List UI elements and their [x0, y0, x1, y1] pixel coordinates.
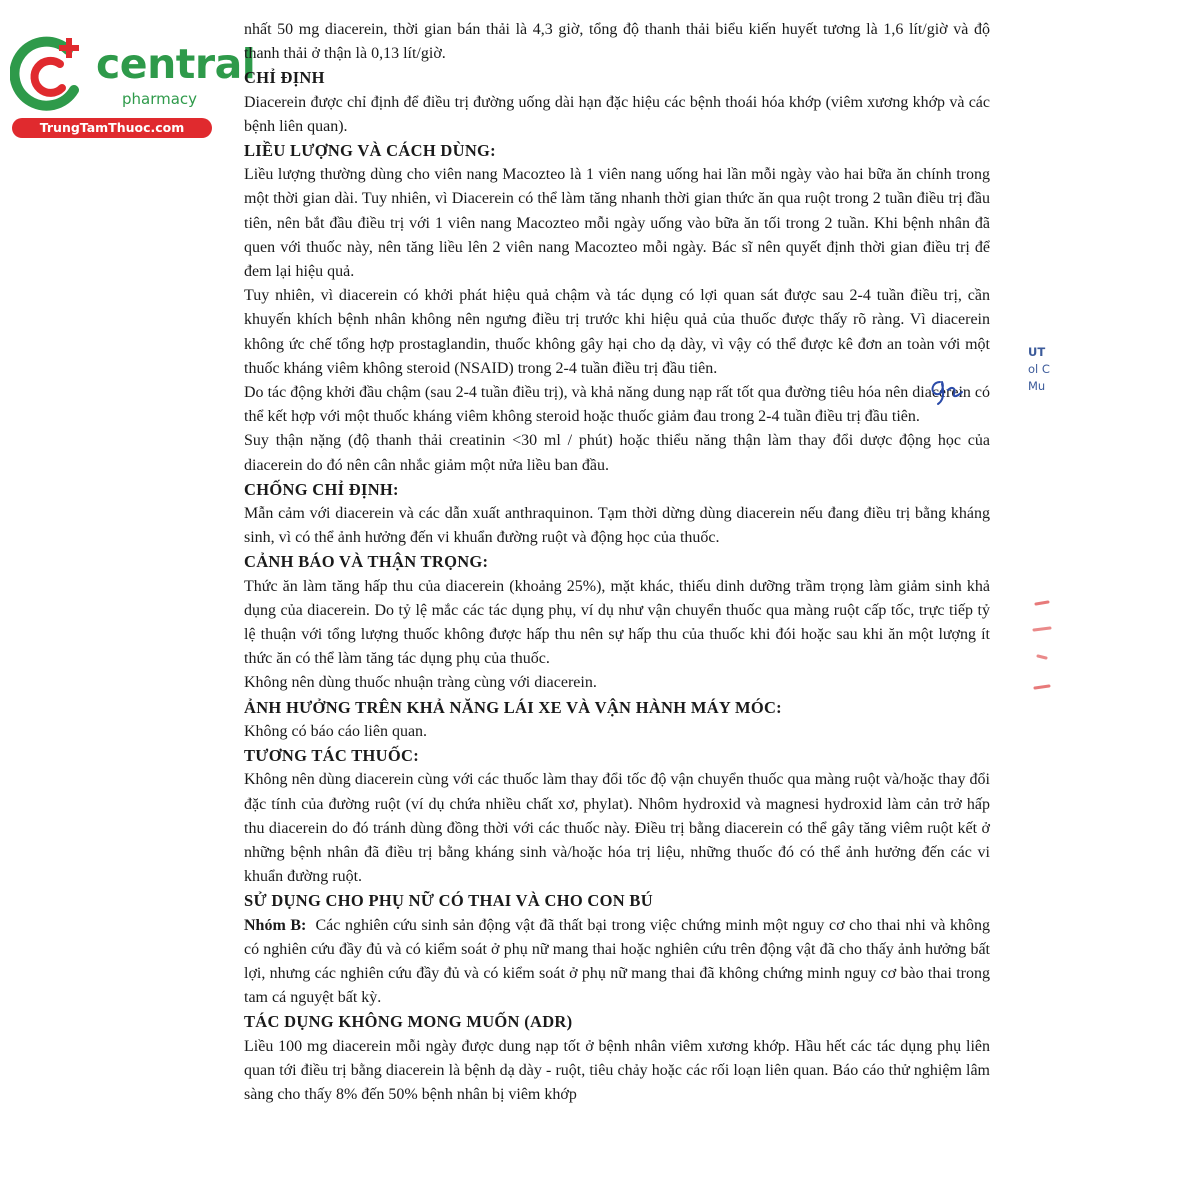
logo-mark-icon — [10, 34, 90, 114]
logo-name: central — [96, 40, 256, 88]
pharmacy-logo — [10, 34, 256, 139]
section-heading-interactions: TƯƠNG TÁC THUỐC: — [244, 746, 420, 766]
indication-paragraph: Diacerein được chỉ định để điều trị đường uống dài hạn đặc hiệu các bệnh thoái hóa khớp (viêm xương khớp và các bệnh liên quan). — [244, 93, 990, 135]
contraindication-paragraph: Mẫn cảm với diacerein và các dẫn xuất anthraquinon. Tạm thời dừng dùng diacerein nếu đang điều trị bằng kháng sinh, vì có thể ảnh hưởng đến vi khuẩn đường ruột và động học của thuốc. — [244, 505, 990, 547]
side-stamp — [1028, 344, 1050, 395]
dosage-paragraph-4: Suy thận nặng (độ thanh thải creatinin <30 ml / phút) hoặc thiểu năng thận làm thay đổi dược động học của diacerein do đó nên cân nhắc giảm một nửa liều ban đầu. — [244, 432, 990, 474]
side-stamp-line: UT — [1028, 345, 1046, 359]
interactions-paragraph: Không nên dùng diacerein cùng với các thuốc làm thay đổi tốc độ vận chuyển thuốc qua màng ruột và/hoặc thay đổi đặc tính của đường ruột (ví dụ chứa nhiều chất xơ, phylat). Nhôm hydroxid và magnesi hydroxid làm cản trở hấp thu diacerein do đó tránh dùng đồng thời với các thuốc này. Điều trị bằng diacerein có thể gây tăng viêm ruột kết ở những bệnh nhân đã điều trị bằng kháng sinh và/hoặc hóa trị liệu, những thuốc đó có thể ảnh hưởng đến các vi khuẩn đường ruột. — [244, 771, 990, 886]
intro-paragraph: nhất 50 mg diacerein, thời gian bán thải là 4,3 giờ, tổng độ thanh thải biểu kiến huyết tương là 1,6 lít/giờ và độ thanh thải ở thận là 0,13 lít/giờ. — [244, 21, 990, 63]
signature-mark-icon — [926, 376, 966, 406]
logo-subtitle: pharmacy — [122, 90, 198, 108]
pregnancy-category-label: Nhóm B: — [244, 916, 307, 934]
section-heading-warnings: CẢNH BÁO VÀ THẬN TRỌNG: — [244, 552, 489, 572]
dosage-paragraph-1: Liều lượng thường dùng cho viên nang Macozteo là 1 viên nang uống hai lần mỗi ngày vào hai bữa ăn chính trong một thời gian dài. Tuy nhiên, vì Diacerein có thể làm tăng nhanh thời gian thức ăn qua ruột trong 2 tuần điều trị đầu tiên, nên bắt đầu điều trị với 1 viên nang Macozteo mỗi ngày uống vào bữa ăn tối trong 2 tuần. Khi bệnh nhân đã quen với thuốc này, nên tăng liều lên 2 viên nang Macozteo mỗi ngày. Bác sĩ nên quyết định thời gian điều trị để đem lại hiệu quả. — [244, 166, 990, 281]
warnings-paragraph-2: Không nên dùng thuốc nhuận tràng cùng với diacerein. — [244, 674, 597, 692]
dosage-paragraph-2: Tuy nhiên, vì diacerein có khởi phát hiệu quả chậm và tác dụng có lợi quan sát được sau 2-4 tuần điều trị, cần khuyến khích bệnh nhân không nên ngưng điều trị trước khi hiệu quả của thuốc được thấy rõ ràng. Vì diacerein không ức chế tổng hợp prostaglandin, thuốc không gây hại cho dạ dày, vì vậy có thể được kê đơn an toàn với một thuốc kháng viêm không steroid (NSAID) trong 2-4 tuần điều trị đầu tiên. — [244, 287, 990, 377]
document-body — [244, 18, 990, 1107]
side-stamp-line: Mu — [1028, 379, 1046, 393]
red-stamp-fragment-icon — [1026, 596, 1056, 706]
section-heading-dosage: LIỀU LƯỢNG VÀ CÁCH DÙNG: — [244, 141, 496, 161]
section-heading-contraindication: CHỐNG CHỈ ĐỊNH: — [244, 479, 399, 499]
pregnancy-paragraph — [244, 914, 990, 1011]
driving-paragraph: Không có báo cáo liên quan. — [244, 722, 428, 740]
section-heading-indication: CHỈ ĐỊNH — [244, 68, 325, 88]
side-stamp-line: ol C — [1028, 362, 1050, 376]
adverse-effects-paragraph: Liều 100 mg diacerein mỗi ngày được dung nạp tốt ở bệnh nhân viêm xương khớp. Hầu hết các tác dụng phụ liên quan tới điều trị bằng diacerein là bệnh dạ dày - ruột, tiêu chảy hoặc các rối loạn liên quan. Báo cáo thử nghiệm lâm sàng cho thấy 8% đến 50% bệnh nhân bị viêm khớp — [244, 1037, 990, 1103]
section-heading-pregnancy: SỬ DỤNG CHO PHỤ NỮ CÓ THAI VÀ CHO CON BÚ — [244, 891, 653, 911]
pregnancy-text: Các nghiên cứu sinh sản động vật đã thất bại trong việc chứng minh một nguy cơ cho thai nhi và không có nghiên cứu đầy đủ và có kiểm soát ở phụ nữ mang thai hoặc nghiên cứu trên động vật đã cho thấy ảnh hưởng bất lợi, nhưng các nghiên cứu đầy đủ và có kiểm soát ở phụ nữ mang thai đã không chứng minh nguy cơ bào thai trong tam cá nguyệt bất kỳ. — [244, 916, 991, 1007]
section-heading-adverse-effects: TÁC DỤNG KHÔNG MONG MUỐN (ADR) — [244, 1012, 573, 1032]
logo-website: TrungTamThuoc.com — [12, 118, 212, 138]
warnings-paragraph-1: Thức ăn làm tăng hấp thu của diacerein (khoảng 25%), mặt khác, thiếu dinh dưỡng trầm trọng làm giảm sinh khả dụng của diacerein. Do tỷ lệ mắc các tác dụng phụ, ví dụ như vận chuyển thuốc qua màng ruột cấp tốc, trực tiếp tỷ lệ thuận với tổng lượng thuốc không được hấp thu nên sự hấp thu của thuốc khi đói hoặc sau khi ăn một lượng ít thức ăn có thể làm tăng tác dụng phụ của thuốc. — [244, 577, 990, 668]
section-heading-driving: ẢNH HƯỞNG TRÊN KHẢ NĂNG LÁI XE VÀ VẬN HÀNH MÁY MÓC: — [244, 697, 782, 717]
dosage-paragraph-3: Do tác động khởi đầu chậm (sau 2-4 tuần điều trị), và khả năng dung nạp rất tốt qua đường tiêu hóa nên diacerein có thể kết hợp với một thuốc kháng viêm không steroid hoặc thuốc giảm đau trong 2-4 tuần điều trị đầu tiên. — [244, 384, 990, 426]
